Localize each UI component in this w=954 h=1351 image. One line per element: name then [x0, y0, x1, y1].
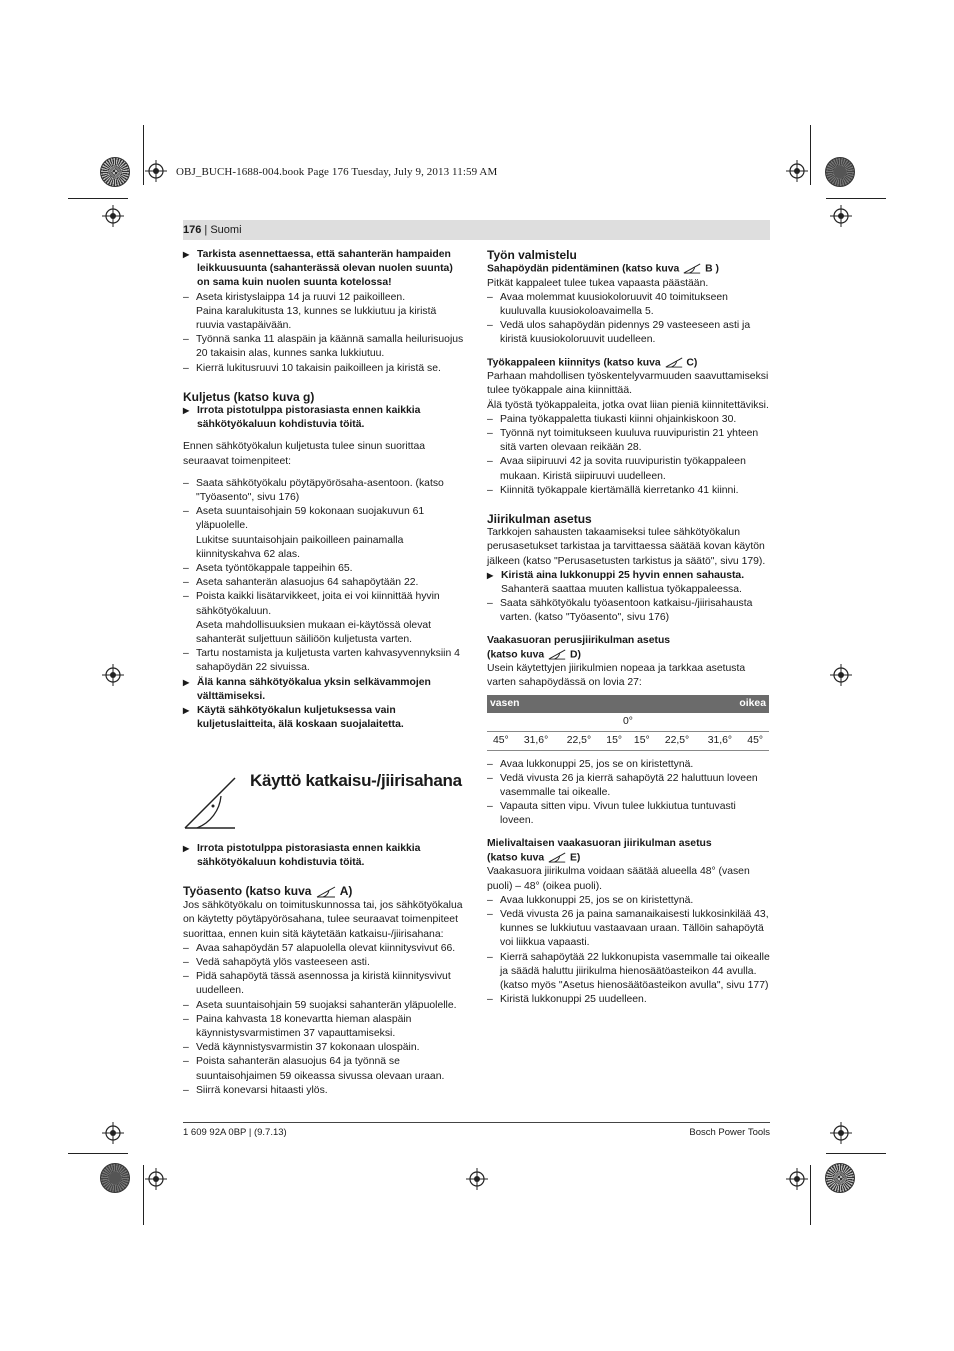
- list-item: – Kierrä lukitusruuvi 10 takaisin paikoilleen ja kiristä se.: [183, 362, 465, 376]
- color-rosette-icon: [100, 157, 130, 187]
- registration-mark-icon: [830, 205, 852, 227]
- right-column: [487, 248, 770, 1007]
- paragraph: Älä työstä työkappaleita, jotka ovat liian pieniä kiinnitettäviksi.: [487, 399, 769, 411]
- table-cell: 22,5°: [656, 731, 699, 750]
- list-item: – Avaa molemmat kuusiokoloruuvit 40 toimitukseen kuuluvalla kuusiokoloavaimella 5.: [487, 291, 770, 319]
- paragraph: Parhaan mahdollisen työskentelyvarmuuden saavuttamiseksi tulee työkappale aina kiinnittää.: [487, 371, 769, 397]
- left-column: [183, 248, 465, 733]
- warning-item: ▶ Kiristä aina lukkonuppi 25 hyvin ennen sahausta. Sahanterä saattaa muuten kallistua työkappaleessa.: [487, 569, 770, 597]
- figure-ref-icon: [682, 262, 702, 275]
- list-item-continuation: Aseta mahdollisuuksien mukaan ei-käytössä olevat sahanterät suljettuun säiliöön kuljetusta varten.: [196, 619, 432, 646]
- color-rosette-icon: [100, 1163, 130, 1193]
- list-item: – Avaa lukkonuppi 25, jos se on kiristettynä.: [487, 894, 770, 908]
- warning-item: ▶ Käytä sähkötyökalun kuljetuksessa vain kuljetuslaitteita, älä koskaan suojalaitetta.: [183, 704, 465, 732]
- list-item: – Vapauta sitten vipu. Vivun tulee lukkiutua tuntuvasti loveen.: [487, 800, 770, 828]
- footer-brand: Bosch Power Tools: [689, 1127, 770, 1138]
- list-item: – Paina työkappaletta tiukasti kiinni ohjainkiskoon 30.: [487, 413, 770, 427]
- registration-mark-icon: [145, 1168, 167, 1190]
- page-header: [183, 220, 770, 240]
- list-item: – Aseta työntökappale tappeihin 65.: [183, 562, 465, 576]
- paragraph: Ennen sähkötyökalun kuljetusta tulee sinun suorittaa seuraavat toimenpiteet:: [183, 441, 426, 467]
- registration-mark-icon: [786, 1168, 808, 1190]
- subsection-heading: Sahapöydän pidentäminen (katso kuva B ): [487, 263, 719, 275]
- figure-ref-icon: [547, 851, 567, 864]
- warning-item: ▶ Irrota pistotulppa pistorasiasta ennen kaikkia sähkötyökaluun kohdistuvia töitä.: [183, 842, 465, 870]
- subsection-heading: Vaakasuoran perusjiirikulman asetus: [487, 634, 671, 646]
- subsection-heading: Työkappaleen kiinnitys (katso kuva C): [487, 356, 698, 368]
- footer-doc-id: 1 609 92A 0BP | (9.7.13): [183, 1127, 287, 1138]
- subsection-heading: (katso kuva E): [487, 852, 581, 864]
- header-section: Suomi: [210, 224, 242, 236]
- page-number: 176: [183, 224, 202, 236]
- list-item: – Avaa lukkonuppi 25, jos se on kiristettynä.: [487, 758, 770, 772]
- chapter-title: Käyttö katkaisu-/jiirisahana: [250, 771, 462, 790]
- list-item: – Työnnä sanka 11 alaspäin ja käännä samalla heilurisuojus 20 takaisin alas, kunnes sanka lukkiutuu.: [183, 333, 465, 361]
- registration-mark-icon: [830, 664, 852, 686]
- figure-ref-icon: [547, 648, 567, 661]
- figure-ref-icon: [315, 885, 337, 899]
- table-cell: 45°: [487, 731, 515, 750]
- list-item: – Aseta suuntaisohjain 59 suojaksi sahanterän yläpuolelle.: [183, 999, 465, 1013]
- list-item: – Vedä ulos sahapöydän pidennys 29 vasteeseen asti ja kiristä kuusiokoloruuvit uudelleen.: [487, 319, 770, 347]
- list-item: – Aseta suuntaisohjain 59 kokonaan suojakuvun 61 yläpuolelle.: [183, 505, 465, 533]
- warning-item: ▶ Tarkista asennettaessa, että sahanterän hampaiden leikkuusuunta (sahanterässä olevan nuolen suunta) on sama kuin nuolen suunta kotelossa!: [183, 248, 465, 291]
- table-cell: 31,6°: [515, 731, 558, 750]
- crop-mark: [68, 1153, 128, 1154]
- table-header-left: vasen: [487, 695, 628, 713]
- crop-mark: [826, 1153, 886, 1154]
- crop-mark: [826, 198, 886, 199]
- page-footer: [183, 1122, 770, 1138]
- section-heading: Kuljetus (katso kuva g): [183, 389, 315, 404]
- registration-mark-icon: [786, 160, 808, 182]
- list-item: – Tartu nostamista ja kuljetusta varten kahvasyvennyksiin 4 sahapöydän 22 sivuissa.: [183, 647, 465, 675]
- list-item-continuation: Lukitse suuntaisohjain paikoilleen painamalla kiinnityskahva 62 alas.: [196, 534, 404, 560]
- list-item: – Kiinnitä työkappale kiertämällä kierretanko 41 kiinni.: [487, 484, 770, 498]
- color-rosette-icon: [825, 1163, 855, 1193]
- file-slug: OBJ_BUCH-1688-004.book Page 176 Tuesday, July 9, 2013 11:59 AM: [176, 166, 498, 178]
- warning-item: ▶ Älä kanna sähkötyökalua yksin selkävammojen välttämiseksi.: [183, 676, 465, 704]
- miter-saw-symbol-icon: [183, 776, 239, 832]
- header-divider: |: [204, 224, 208, 236]
- color-rosette-icon: [825, 157, 855, 187]
- miter-angle-table: [487, 695, 769, 752]
- list-item: – Poista kaikki lisätarvikkeet, joita ei voi kiinnittää hyvin sähkötyökaluun.: [183, 590, 465, 618]
- table-cell: 15°: [628, 731, 656, 750]
- table-cell: 22,5°: [557, 731, 600, 750]
- section-heading: Työasento (katso kuva A): [183, 884, 353, 899]
- list-item: – Aseta sahanterän alasuojus 64 sahapöytään 22.: [183, 576, 465, 590]
- crop-mark: [143, 1165, 144, 1225]
- paragraph: Usein käytettyjen jiirikulmien nopeaa ja tarkkaa asetusta varten sahapöydässä on lovia 27:: [487, 663, 746, 689]
- registration-mark-icon: [102, 1122, 124, 1144]
- list-item: – Saata sähkötyökalu pöytäpyörösaha-asentoon. (katso "Työasento", sivu 176): [183, 477, 465, 505]
- paragraph: Vaakasuora jiirikulma voidaan säätää alueella 48° (vasen puoli) – 48° (oikea puoli).: [487, 866, 750, 892]
- list-item: – Avaa sahapöydän 57 alapuolella olevat kiinnitysvivut 66.: [183, 942, 465, 956]
- section-heading: Työn valmistelu: [487, 248, 577, 262]
- subsection-heading: Mielivaltaisen vaakasuoran jiirikulman asetus: [487, 837, 712, 849]
- list-item: – Paina kahvasta 18 konevartta hieman alaspäin käynnistysvarmistimen 37 vapauttamiseksi.: [183, 1013, 465, 1041]
- crop-mark: [810, 125, 811, 185]
- list-item: – Vedä käynnistysvarmistin 37 kokonaan ulospäin.: [183, 1041, 465, 1055]
- section-heading: Jiirikulman asetus: [487, 511, 592, 526]
- list-item-continuation: Paina karalukitusta 13, kunnes se lukkiutuu ja kiristä ruuvia vastapäivään.: [196, 305, 437, 332]
- table-cell: 45°: [741, 731, 769, 750]
- crop-mark: [68, 198, 128, 199]
- list-item: – Vedä vivusta 26 ja paina samanaikaisesti lukkosinkilää 43, kunnes se lukkiutuu vastaavaan uraan. Tällöin sahapöytä voi liikkua vapaasti.: [487, 908, 770, 951]
- table-cell: 15°: [600, 731, 628, 750]
- paragraph: Jos sähkötyökalu on toimituskunnossa tai, jos sähkötyökalua on käytetty pöytäpyörösahana, tulee seuraavat toimenpiteet suorittaa, ennen kuin sitä käytetään katkaisu-/jiirisahana:: [183, 900, 463, 940]
- table-header-right: oikea: [628, 695, 769, 713]
- list-item: – Saata sähkötyökalu työasentoon katkaisu-/jiirisahausta varten. (katso "Työasento", sivu 176): [487, 597, 770, 625]
- registration-mark-icon: [102, 664, 124, 686]
- figure-ref-icon: [664, 356, 684, 369]
- list-item: – Aseta kiristyslaippa 14 ja ruuvi 12 paikoilleen.: [183, 291, 465, 305]
- list-item: – Työnnä nyt toimitukseen kuuluva ruuvipuristin 21 yhteen sitä varten olevaan reikään 28.: [487, 427, 770, 455]
- warning-item: ▶ Irrota pistotulppa pistorasiasta ennen kaikkia sähkötyökaluun kohdistuvia töitä.: [183, 404, 465, 432]
- list-item: – Vedä sahapöytä ylös vasteeseen asti.: [183, 956, 465, 970]
- list-item: – Avaa siipiruuvi 42 ja sovita ruuvipuristin työkappaleen mukaan. Kiristä siipiruuvi uudelleen.: [487, 455, 770, 483]
- table-cell-center: 0°: [623, 715, 633, 727]
- list-item: – Poista sahanterän alasuojus 64 ja työnnä se suuntaisohjaimen 59 oikeassa sivussa olevaan uraan.: [183, 1055, 465, 1083]
- registration-mark-icon: [145, 160, 167, 182]
- list-item: – Kiristä lukkonuppi 25 uudelleen.: [487, 993, 770, 1007]
- list-item: – Kierrä sahapöytää 22 lukkonupista vasemmalle tai oikealle ja säädä haluttu jiirikulma hienosäätöasteikon 44 avulla. (katso myös "Asetus hienosäätöasteikon avulla", sivu 177): [487, 951, 770, 994]
- registration-mark-icon: [102, 205, 124, 227]
- paragraph: Tarkkojen sahausten takaamiseksi tulee sähkötyökalun perusasetukset tarkistaa ja tarvittaessa säätää kovan käytön jälkeen (katso "Perusasetusten tarkistus ja säätö", sivu 179).: [487, 527, 766, 567]
- crop-mark: [810, 1165, 811, 1225]
- list-item: – Pidä sahapöytä tässä asennossa ja kiristä kiinnitysvivut uudelleen.: [183, 970, 465, 998]
- subsection-heading: (katso kuva D): [487, 649, 581, 661]
- paragraph: Pitkät kappaleet tulee tukea vapaasta päästään.: [487, 277, 709, 289]
- registration-mark-icon: [466, 1168, 488, 1190]
- list-item: – Siirrä konevarsi hitaasti ylös.: [183, 1084, 465, 1098]
- left-column-lower: [183, 842, 465, 1098]
- table-cell: 31,6°: [698, 731, 741, 750]
- list-item: – Vedä vivusta 26 ja kierrä sahapöytä 22 haluttuun loveen vasemmalle tai oikealle.: [487, 772, 770, 800]
- registration-mark-icon: [830, 1122, 852, 1144]
- crop-mark: [143, 125, 144, 185]
